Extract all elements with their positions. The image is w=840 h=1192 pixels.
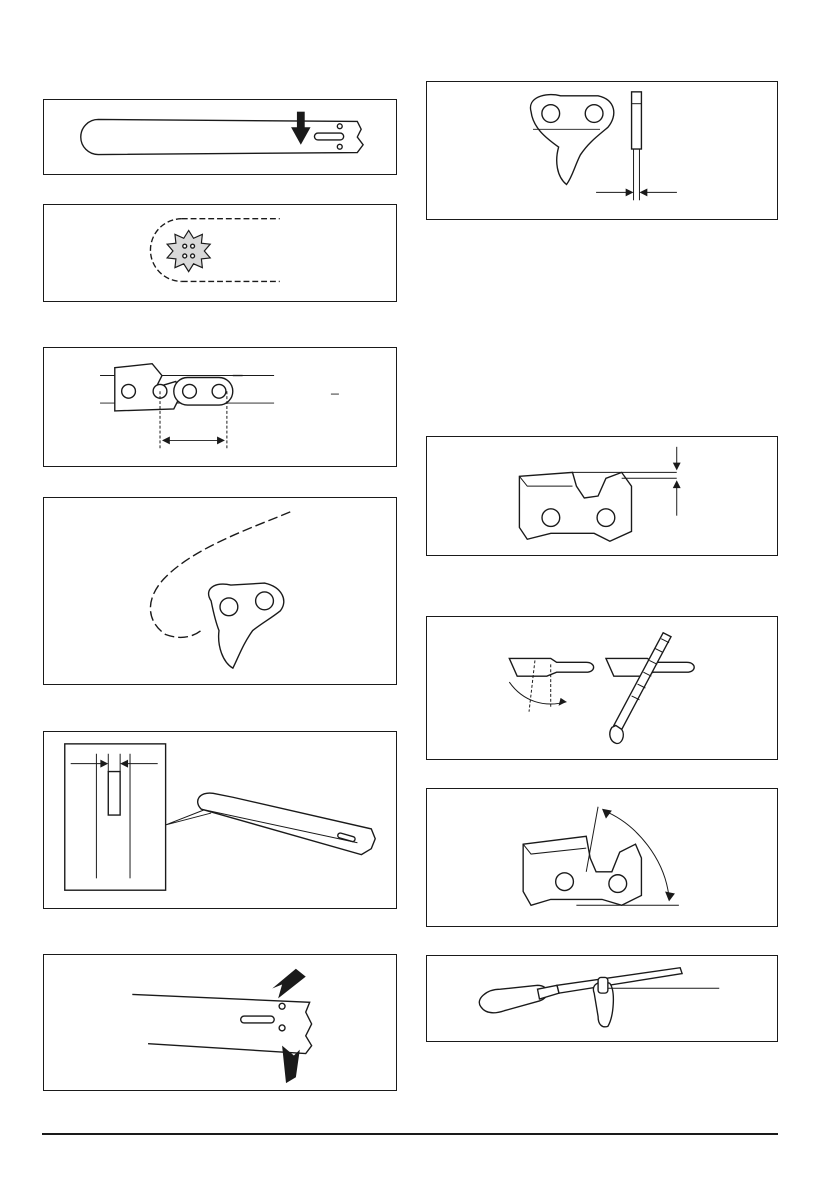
bar-oil-holes-drawing xyxy=(44,955,396,1090)
depth-gauge-setting-drawing xyxy=(427,437,777,555)
figure-chain-drive-link xyxy=(43,497,397,685)
drive-link-gauge-drawing xyxy=(427,82,777,219)
figure-cutter-filing-angle xyxy=(426,616,778,760)
chain-drive-link-drawing xyxy=(44,498,396,684)
figure-drive-link-gauge xyxy=(426,81,778,220)
figure-bar-oil-holes xyxy=(43,954,397,1091)
pitch-symbol: _ xyxy=(331,379,339,395)
figure-chain-sprocket xyxy=(43,204,397,302)
figure-guide-bar xyxy=(43,99,397,175)
cutter-side-angle-drawing xyxy=(427,789,777,926)
sprocket xyxy=(167,230,210,271)
file-holder-drawing xyxy=(427,956,777,1041)
chain-pitch-drawing xyxy=(44,348,396,466)
cutter-filing-angle-drawing xyxy=(427,617,777,759)
figure-depth-gauge-setting xyxy=(426,436,778,556)
figure-cutter-side-angle xyxy=(426,788,778,927)
chain-sprocket-drawing xyxy=(44,205,396,301)
figure-chain-pitch xyxy=(43,347,397,467)
figure-file-holder xyxy=(426,955,778,1042)
figure-bar-groove-width xyxy=(43,731,397,909)
gauge-arrow-icon xyxy=(272,969,306,1083)
guide-bar-drawing xyxy=(44,100,396,174)
page-footer-rule xyxy=(42,1133,778,1135)
bar-groove-width-drawing xyxy=(44,732,396,908)
